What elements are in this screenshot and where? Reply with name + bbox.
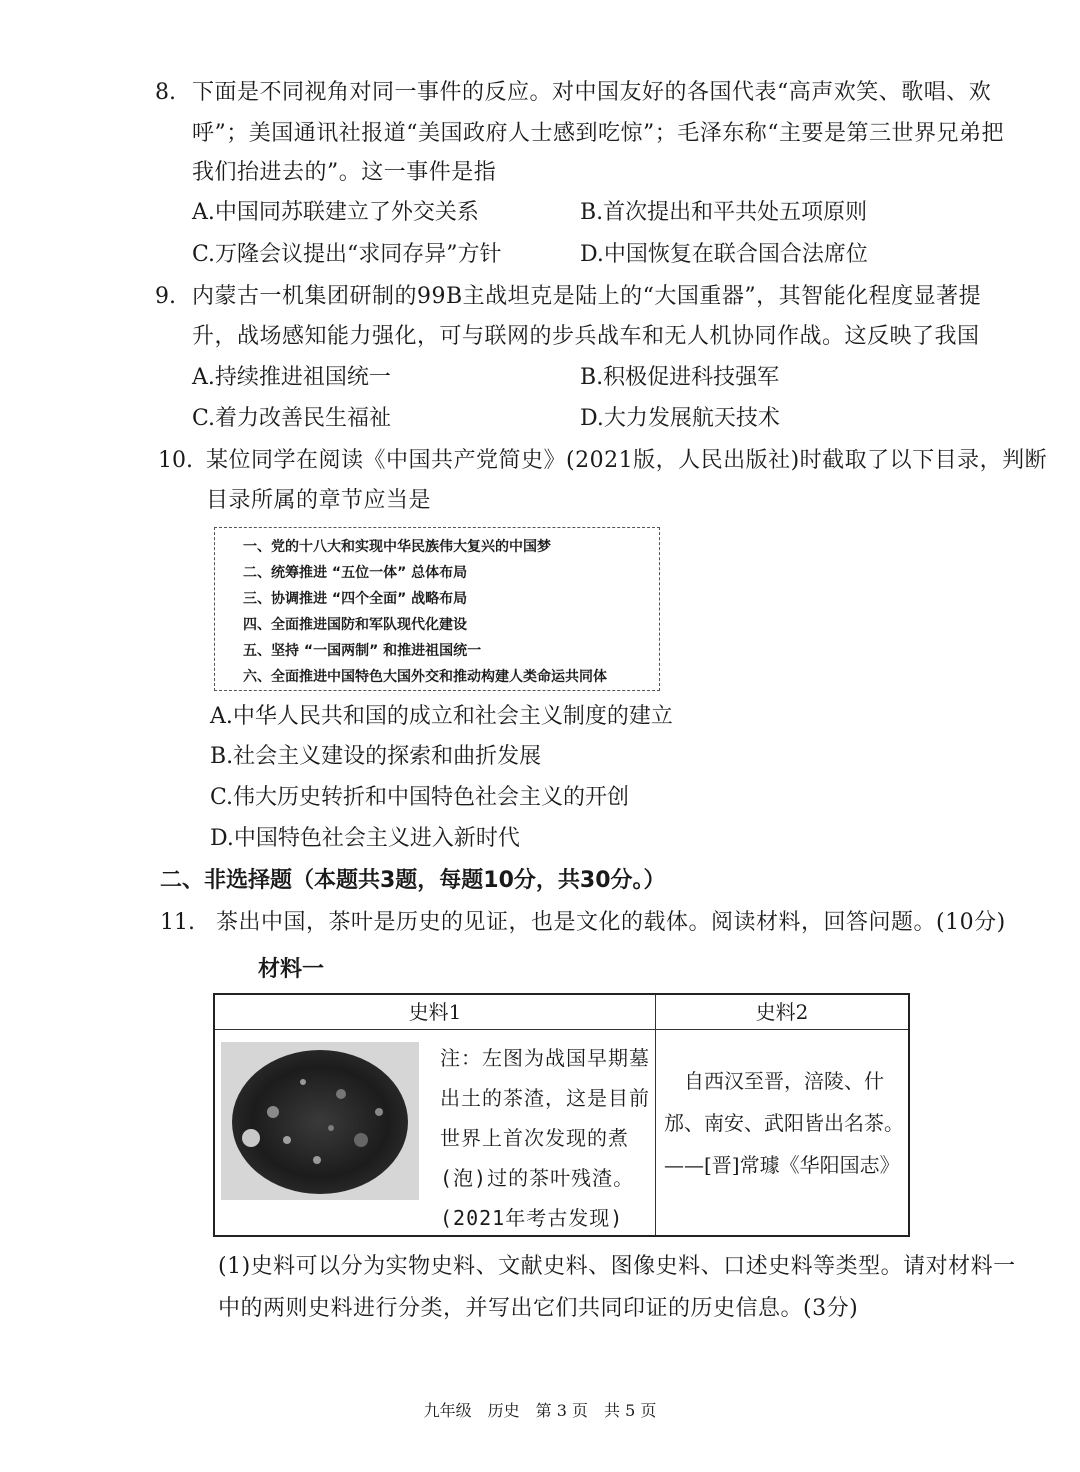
question-8-option-a: A.中国同苏联建立了外交关系 [192,200,479,225]
note-line: 出土的茶渣，这是目前 [440,1086,650,1110]
toc-item: 三、协调推进 “四个全面” 战略布局 [243,591,468,607]
source-2-line: 自西汉至晋，涪陵、什 [664,1069,884,1093]
question-10-number: 10. [158,448,193,473]
source-1-note [440,1038,650,1238]
source-1-cell [214,1030,656,1237]
toc-item: 六、全面推进中国特色大国外交和推动构建人类命运共同体 [243,669,607,685]
subquestion-1-line: (1)史料可以分为实物史料、文献史料、图像史料、口述史料等类型。请对材料一 [218,1254,1016,1279]
question-9-line: 升，战场感知能力强化，可与联网的步兵战车和无人机协同作战。这反映了我国 [192,324,980,349]
question-9-option-b: B.积极促进科技强军 [580,365,780,390]
question-8-number: 8. [155,80,176,105]
material-column-header: 史料2 [656,994,910,1030]
section-heading: 二、非选择题（本题共3题，每题10分，共30分。） [160,868,666,893]
question-8-option-c: C.万隆会议提出“求同存异”方针 [192,242,502,267]
toc-item: 五、坚持 “一国两制” 和推进祖国统一 [243,643,482,659]
note-line: 世界上首次发现的煮 [440,1126,629,1150]
question-10-line: 目录所属的章节应当是 [206,488,432,513]
material-title: 材料一 [258,957,325,982]
toc-item: 一、党的十八大和实现中华民族伟大复兴的中国梦 [243,539,551,555]
question-11-stem: 茶出中国，茶叶是历史的见证，也是文化的载体。阅读材料，回答问题。(10分) [216,910,1006,935]
question-8-option-b: B.首次提出和平共处五项原则 [580,200,868,225]
page-footer: 九年级 历史 第 3 页 共 5 页 [423,1401,657,1420]
question-10-option-c: C.伟大历史转折和中国特色社会主义的开创 [210,785,630,810]
toc-item: 四、全面推进国防和军队现代化建设 [243,617,467,633]
question-9-line: 内蒙古一机集团研制的99B主战坦克是陆上的“大国重器”，其智能化程度显著提 [192,284,982,309]
subquestion-1-line: 中的两则史料进行分类，并写出它们共同印证的历史信息。(3分) [218,1296,859,1321]
question-11-number: 11. [160,910,195,935]
source-2-line: 邡、南安、武阳皆出名茶。 [664,1111,904,1135]
table-of-contents-box [214,527,660,691]
question-8-line: 呼”；美国通讯社报道“美国政府人士感到吃惊”；毛泽东称“主要是第三世界兄弟把 [192,121,1004,146]
question-10-option-b: B.社会主义建设的探索和曲折发展 [210,744,542,769]
question-8-line: 下面是不同视角对同一事件的反应。对中国友好的各国代表“高声欢笑、歌唱、欢 [192,80,992,105]
question-8-option-d: D.中国恢复在联合国合法席位 [580,242,868,267]
source-2-cell [656,1030,910,1237]
material-column-header: 史料1 [214,994,656,1030]
question-9-option-a: A.持续推进祖国统一 [192,365,391,390]
tea-residue-photo [221,1042,419,1200]
source-2-text [664,1060,904,1186]
question-10-option-d: D.中国特色社会主义进入新时代 [210,826,520,851]
question-9-number: 9. [155,284,176,309]
source-2-line: ——[晋]常璩《华阳国志》 [664,1153,900,1177]
toc-item: 二、统筹推进 “五位一体” 总体布局 [243,565,468,581]
note-line: (2021年考古发现) [440,1206,624,1230]
question-9-option-d: D.大力发展航天技术 [580,406,780,431]
question-9-option-c: C.着力改善民生福祉 [192,406,392,431]
question-8-line: 我们抬进去的”。这一事件是指 [192,160,497,185]
note-line: 注：左图为战国早期墓 [440,1046,650,1070]
question-10-option-a: A.中华人民共和国的成立和社会主义制度的建立 [210,704,673,729]
material-table [213,993,910,1237]
question-10-line: 某位同学在阅读《中国共产党简史》(2021版，人民出版社)时截取了以下目录，判断 [206,448,1048,473]
note-line: (泡)过的茶叶残渣。 [440,1166,635,1190]
